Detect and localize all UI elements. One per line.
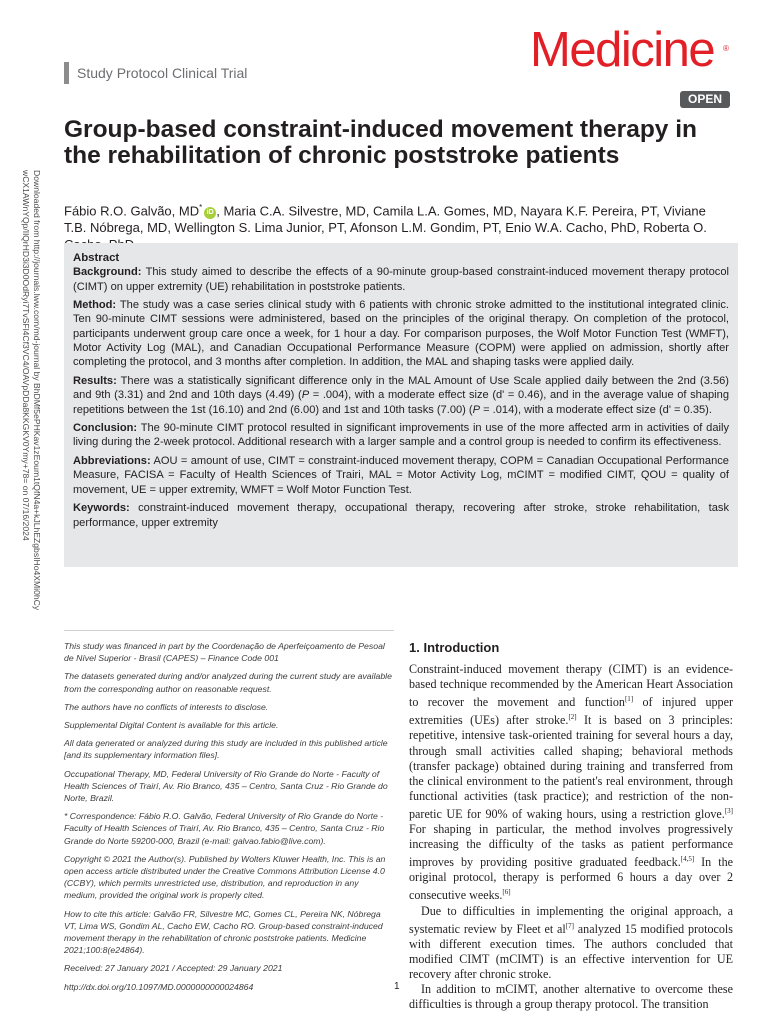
intro-paragraph-3: In addition to mCIMT, another alternative to overcome these difficulties is through a group therapy protocol. The transition: [409, 982, 733, 1012]
results-p-symbol-1: P: [301, 389, 310, 402]
abstract-box: [64, 243, 738, 567]
citation-link[interactable]: [6]: [502, 888, 511, 897]
article-title: Group-based constraint-induced movement therapy in the rehabilitation of chronic poststroke patients: [64, 116, 698, 169]
method-text: The study was a case series clinical study with 6 patients with chronic stroke admitted to the institutional integrated clinic. Ten 90-minute CIMT sessions were administered, based on the principles of the original therapy. On completion of the protocol, participants underwent group care once a week, for 1 hour a day. For comparison purposes, the Wolf Motor Function Test (WMFT), Motor Activity Log (MAL), and Canadian Occupational Performance Measure (COPM) were applied on admission, shortly after completing the protocol, and 3 months after completion. In addition, the MAL and shaping tasks were applied daily.: [73, 299, 730, 369]
footnote-citation: How to cite this article: Galvão FR, Silvestre MC, Gomes CL, Pereira NK, Nóbrega VT, Lima WS, Gondim AL, Cacho EW, Cacho RO. Group-based constraint-induced movement therapy in the rehabilitation of chronic poststroke patients. Medicine 2021;100:8(e24864).: [64, 908, 383, 956]
abstract-results: [73, 374, 729, 417]
intro-paragraph-2: [409, 904, 733, 983]
keywords-text: constraint-induced movement therapy, occupational therapy, recovering after stroke, stroke rehabilitation, task performance, upper extremity: [73, 502, 729, 529]
other-authors: , Maria C.A. Silvestre, MD, Camila L.A. Gomes, MD, Nayara K.F. Pereira, PT, Viviane T.B. Nóbrega, MD, Wellington S. Lima Junior, PT, Afonson L.M. Gondim, PT, Enio W.A. Cacho, PhD, Roberta O.: [64, 203, 707, 236]
first-author: Fábio R.O. Galvão, MD: [64, 203, 200, 219]
footnote-funding: This study was financed in part by the Coordenação de Aperfeiçoamento de Pesoal de Nível Superior - Brasil (CAPES) – Finance Code 001: [64, 641, 385, 664]
citation-link[interactable]: [4,5]: [680, 855, 695, 864]
abbreviations-label: Abbreviations:: [73, 455, 151, 468]
results-text-b: = .004), with a moderate effect size (d' = 0.46), and in the average value of shaping repetitions between the 1st (16.10) and 2nd (6.00) and 1st and 10th tasks (7.00) (: [73, 389, 729, 416]
introduction-body: [409, 662, 733, 1012]
abstract-conclusion: [73, 421, 729, 450]
results-text-c: = .014), with a moderate effect size (d' = 0.35).: [480, 403, 712, 416]
abstract-keywords: [73, 501, 729, 530]
abstract-method: [73, 298, 729, 369]
watermark-line-2: wCX1AWnYQp/IlQrHD3i3D0OdRyi7TvSFl4Cf3VC4/OAVpDDa8KKGKV0Ymy+78= on 07/16/2024: [21, 170, 31, 541]
footnote-conflicts: The authors have no conflicts of interests to disclose.: [64, 701, 269, 712]
page-number: 1: [394, 981, 400, 992]
footnote-data-included: All data generated or analyzed during this study are included in this published article [and its supplementary information files].: [64, 738, 388, 761]
abstract-abbreviations: [73, 454, 729, 497]
corresponding-mark: *: [199, 203, 203, 212]
citation-link[interactable]: [3]: [724, 806, 733, 815]
results-text-a: There was a statistically significant difference only in the MAL Amount of Use Scale applied daily between the 2nd (3.56) and 9th (3.31) and 2nd and 10th days (4.49) (: [73, 374, 729, 402]
intro-p1-text-e: In the original protocol, therapy is performed 6 hours a day over 2 consecutive weeks.: [409, 855, 733, 903]
registered-mark: ®: [723, 44, 729, 53]
intro-p2-text-a: Due to difficulties in implementing the original approach, a systematic review by Fleet et al: [409, 903, 733, 936]
article-type-label: Study Protocol Clinical Trial: [64, 62, 247, 84]
orcid-icon[interactable]: iD: [204, 207, 216, 219]
footnote-data-availability: The datasets generated during and/or analyzed during the current study are available from the corresponding author on reasonable request.: [64, 671, 392, 694]
watermark-line-1: Downloaded from http://journals.lww.com/md-journal by BhDMf5ePHKav1zEoum1tQfN4a+kJLhEZgbsIHo4XMi0hCy: [32, 170, 42, 611]
citation-link[interactable]: [2]: [568, 713, 577, 722]
intro-paragraph-1: [409, 662, 733, 904]
intro-p1-text-d: For shaping in particular, the method involves progressively increasing the difficulty of the tasks as patient performance improves by providing positive graduated feedback.: [409, 822, 733, 870]
intro-p1-text-c: It is based on 3 principles: repetitive, intensive task-oriented training for several hours a day, through small activities called shaping; behavioral methods (transfer package) obtained during training and transferred from the clinical environment to the patient's real environment, through functional activities (task practice); and restriction of the non-paretic UE for 90% of waking hours, using a restriction glove.: [409, 713, 733, 821]
conclusion-text: The 90-minute CIMT protocol resulted in significant improvements in use of the more affected arm in activities of daily living during the 2-week protocol. Additional research with a larger sample and a control group is needed to confirm its effectiveness.: [73, 422, 729, 449]
intro-p1-text-b: of injured upper extremities (UEs) after stroke.: [409, 695, 733, 728]
abbreviations-text: AOU = amount of use, CIMT = constraint-induced movement therapy, COPM = Canadian Occupational Performance Measure, FACISA = Faculty of Health Sciences of Trairi, MAL = Motor Activity Log, mCIMT = modified CIMT, QOU = quality of movement, UE = upper extremity, WMFT = Wolf Motor Function Test.: [73, 455, 729, 496]
abstract-background: [73, 265, 729, 294]
footnote-affiliation: Occupational Therapy, MD, Federal University of Rio Grande do Norte - Faculty of Health Sciences of Trairí, Av. Rio Branco, 435 – Centro, Santa Cruz - Rio Grande do Norte, Brazil.: [64, 768, 388, 804]
abstract-heading: Abstract: [73, 252, 120, 264]
footnote-doi-link[interactable]: http://dx.doi.org/10.1097/MD.0000000000024864: [64, 981, 254, 992]
intro-p1-text-a: Constraint-induced movement therapy (CIMT) is an evidence-based technique recommended by the American Heart Association to recover the movement and function: [409, 662, 733, 710]
conclusion-label: Conclusion:: [73, 422, 138, 435]
journal-logo: Medicine: [530, 23, 715, 77]
download-watermark: [2, 170, 42, 640]
introduction-heading: 1. Introduction: [409, 640, 500, 655]
method-label: Method:: [73, 299, 117, 312]
background-text: This study aimed to describe the effects of a 90-minute group-based constraint-induced movement therapy protocol (CIMT) on upper extremity (UE) rehabilitation in poststroke patients.: [73, 266, 729, 293]
citation-link[interactable]: [7]: [565, 921, 574, 930]
footnote-dates: Received: 27 January 2021 / Accepted: 29 January 2021: [64, 963, 283, 974]
open-access-badge: OPEN: [680, 91, 730, 108]
results-p-symbol-2: P: [472, 403, 481, 416]
results-label: Results:: [73, 374, 117, 387]
footnote-copyright: Copyright © 2021 the Author(s). Published by Wolters Kluwer Health, Inc. This is an open access article distributed under the Creative Commons Attribution License 4.0 (CCBY), which permits unrestricted use, distribution, and reproduction in any medium, provided the original work is properly cited.: [64, 853, 386, 901]
citation-link[interactable]: [1]: [624, 695, 634, 704]
footnote-supplemental: Supplemental Digital Content is available for this article.: [64, 720, 279, 731]
intro-p2-text-b: analyzed 15 modified protocols with different execution times. The authors concluded that modified CIMT (mCIMT) is an effective intervention for UE recovery after chronic stroke.: [409, 921, 733, 981]
footnote-divider: [64, 630, 394, 631]
background-label: Background:: [73, 266, 142, 279]
footnotes: [64, 640, 394, 999]
footnote-correspondence: * Correspondence: Fábio R.O. Galvão, Federal University of Rio Grande do Norte - Faculty of Health Sciences of Trairí, Av. Rio Branco, 435 – Centro, Santa Cruz - Rio Grande do Norte 59200-000, Brazil (e-mail: galvao.fabio@live.com).: [64, 811, 385, 846]
keywords-label: Keywords:: [73, 502, 130, 515]
